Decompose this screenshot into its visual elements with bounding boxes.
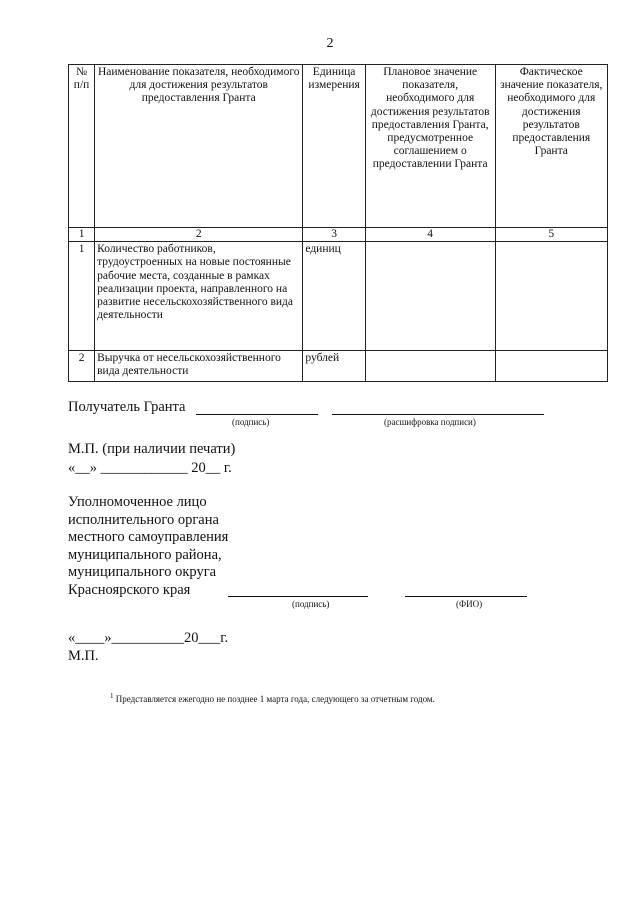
authorized-signature-caption: (подпись)	[292, 599, 330, 609]
date-line-2: «____»__________20___г.	[68, 630, 229, 646]
row-actual-value[interactable]	[495, 351, 607, 382]
recipient-signature-caption: (подпись)	[232, 417, 270, 427]
column-index: 4	[365, 228, 495, 242]
footnote-marker: 1	[110, 692, 114, 700]
row-actual-value[interactable]	[495, 242, 607, 351]
row-unit: единиц	[303, 242, 365, 351]
column-index: 3	[303, 228, 365, 242]
header-unit: Единица измерения	[303, 65, 365, 228]
row-number: 1	[69, 242, 95, 351]
row-planned-value[interactable]	[365, 351, 495, 382]
row-planned-value[interactable]	[365, 242, 495, 351]
authorized-person-block	[68, 494, 228, 599]
row-indicator-name: Количество работников, трудоустроенных на новые постоянные рабочие места, созданные в рамках реализации проекта, направленного на развитие несельскохозяйственного вида деятельности	[95, 242, 303, 351]
header-number: № п/п	[69, 65, 95, 228]
date-line-1: «__» ____________ 20__ г.	[68, 460, 232, 476]
authorized-line: исполнительного органа	[68, 511, 219, 528]
seal-note-2: М.П.	[68, 648, 99, 664]
indicators-table	[68, 64, 608, 382]
authorized-name-line[interactable]	[405, 596, 527, 597]
column-index: 5	[495, 228, 607, 242]
header-planned-value: Плановое значение показателя, необходимого для достижения результатов предоставления Гранта, предусмотренное соглашением о предоставлении Гранта	[365, 65, 495, 228]
column-index: 1	[69, 228, 95, 242]
row-number: 2	[69, 351, 95, 382]
seal-note: М.П. (при наличии печати)	[68, 441, 236, 457]
authorized-signature-line[interactable]	[228, 596, 368, 597]
table-row	[69, 351, 608, 382]
column-index: 2	[95, 228, 303, 242]
authorized-line: местного самоуправления	[68, 529, 229, 545]
column-index-row	[69, 228, 608, 242]
header-actual-value: Фактическое значение показателя, необходимого для достижения результатов предоставления Гранта	[495, 65, 607, 228]
header-indicator-name: Наименование показателя, необходимого для достижения результатов предоставления Гранта	[95, 65, 303, 228]
authorized-line: муниципального округа	[68, 564, 217, 580]
row-unit: рублей	[303, 351, 365, 382]
authorized-name-caption: (ФИО)	[456, 599, 483, 609]
footnote-text: Представляется ежегодно не позднее 1 марта года, следующего за отчетным годом.	[115, 694, 435, 704]
authorized-line: Уполномоченное лицо	[68, 494, 207, 510]
table-row	[69, 242, 608, 351]
authorized-line: муниципального района,	[68, 546, 222, 563]
authorized-line: Красноярского края	[68, 581, 191, 598]
recipient-label: Получатель Гранта	[68, 399, 186, 415]
row-indicator-name: Выручка от несельскохозяйственного вида деятельности	[95, 351, 303, 382]
recipient-signature-line[interactable]	[196, 414, 318, 415]
recipient-decoding-caption: (расшифровка подписи)	[384, 417, 476, 427]
page-number: 2	[326, 36, 334, 51]
footnote	[110, 692, 435, 704]
recipient-decoding-line[interactable]	[332, 414, 544, 415]
table-header-row	[69, 65, 608, 228]
